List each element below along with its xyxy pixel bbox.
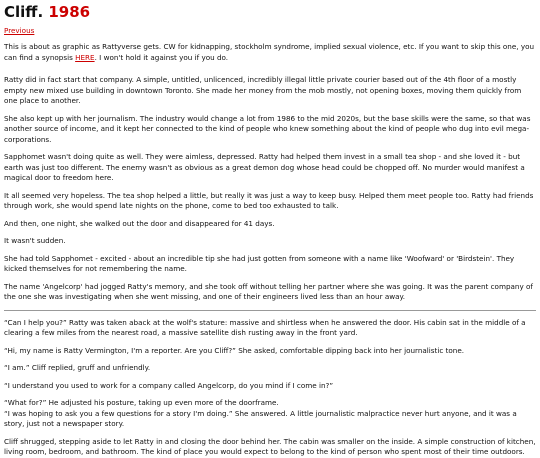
story-paragraph: It wasn't sudden. <box>4 236 66 245</box>
story-paragraph: She also kept up with her journalism. The industry would change a lot from 1986 to the mid 2020s, but the base skills were the same, so that was another source of income, and it kept her connected to the kind of people who knew something about the kind of people who dug into evil mega-corporations. <box>4 113 531 144</box>
section-divider <box>4 310 536 311</box>
story-paragraph: She had told Sapphomet - excited - about an incredible tip she had just gotten from someone with a name like 'Woofward' or 'Birdstein'. They kicked themselves for not remembering the name. <box>4 253 515 273</box>
content-warning-text-end: . I won't hold it against you if you do. <box>94 52 229 62</box>
content-warning <box>4 42 536 63</box>
story-paragraph: Cliff shrugged, stepping aside to let Ratty in and closing the door behind her. The cabin was smaller on the inside. A simple construction of kitchen, living room, bedroom, and bathroom. The kind of place you would expect to belong to the kind of person who spent most of their time outdoors. <box>4 436 536 456</box>
story-paragraph: The name 'Angelcorp' had jogged Ratty's memory, and she took off without telling her partner where she was going. It was the parent company of the one she was investigating when she went missing, and one of their engineers lived less than an hour away. <box>4 281 533 301</box>
nav-bar <box>4 26 536 36</box>
dialogue-paragraph: “What for?” He adjusted his posture, taking up even more of the doorframe. <box>4 398 279 407</box>
story-paragraph: And then, one night, she walked out the door and disappeared for 41 days. <box>4 218 275 228</box>
dialogue-paragraph: “I was hoping to ask you a few questions for a story I'm doing.” She answered. A little journalistic malpractice never hurt anyone, and it was a story, just not a newspaper story. <box>4 408 517 428</box>
dialogue-paragraph: “I am.” Cliff replied, gruff and unfriendly. <box>4 363 151 372</box>
story-paragraph: It all seemed very hopeless. The tea shop helped a little, but really it was just a way to keep busy. Helped them meet people too. Ratty had friends through work, she would spend late nights on the phone, come to bed too exhausted to talk. <box>4 190 534 210</box>
synopsis-link[interactable]: HERE <box>75 52 95 62</box>
dialogue-paragraph: “I understand you used to work for a company called Angelcorp, do you mind if I come in?” <box>4 380 334 390</box>
dialogue-paragraph: “Hi, my name is Ratty Vermington, I'm a reporter. Are you Cliff?” She asked, comfortable dipping back into her journalistic tone. <box>4 345 465 355</box>
title-name: Cliff. <box>4 3 44 21</box>
dialogue-paragraph: “Can I help you?” Ratty was taken aback at the wolf's stature: massive and shirtless when he answered the door. His cabin sat in the middle of a clearing a few miles from the nearest road, a massive satellite dish rusting away in the front yard. <box>4 317 526 337</box>
previous-link[interactable]: Previous <box>4 26 35 35</box>
story-paragraph: Ratty did in fact start that company. A simple, untitled, unlicenced, incredibly illegal little private courier based out of the 4th floor of a mostly empty new mixed use building in downtown Toronto. She made her money from the mob mostly, not opening boxes, moving them quickly from one place to another. <box>4 75 522 105</box>
page-title <box>4 2 536 22</box>
title-year: 1986 <box>48 3 91 21</box>
content-warning-text: This is about as graphic as Rattyverse gets. CW for kidnapping, stockholm syndrome, implied sexual violence, etc. If you want to skip this one, you can find a synopsis <box>4 42 535 62</box>
story-paragraph: Sapphomet wasn't doing quite as well. They were aimless, depressed. Ratty had helped them invest in a small tea shop - and she loved it - but earth was just too different. The enemy wasn't as obvious as a great demon dog whose head could be chopped off. No murder would manifest a magical door to freedom here. <box>4 152 525 182</box>
